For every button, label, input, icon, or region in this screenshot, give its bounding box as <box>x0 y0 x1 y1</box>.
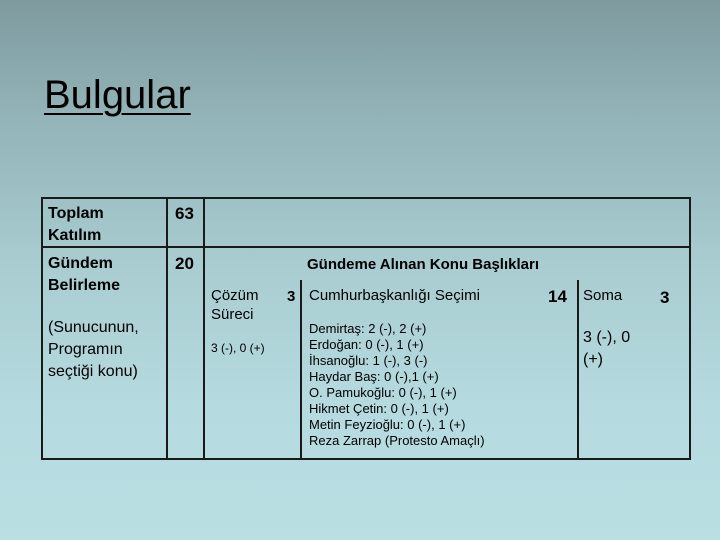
candidate-list <box>309 321 485 449</box>
agenda-label: Gündem Belirleme <box>48 255 121 294</box>
column-divider <box>577 280 579 460</box>
list-item: Demirtaş: 2 (-), 2 (+) <box>309 321 427 336</box>
findings-table <box>41 197 691 460</box>
topic-name: Cumhurbaşkanlığı Seçimi <box>309 287 480 304</box>
table-border-left <box>41 197 43 460</box>
agenda-value: 20 <box>175 254 194 273</box>
topic-count: 3 <box>660 288 670 307</box>
table-border-bottom <box>41 458 691 460</box>
table-border-top <box>41 197 691 199</box>
list-item: Haydar Baş: 0 (-),1 (+) <box>309 369 439 384</box>
column-divider <box>203 197 205 460</box>
list-item: Erdoğan: 0 (-), 1 (+) <box>309 337 424 352</box>
column-divider <box>166 197 168 460</box>
topic-detail: 3 (-), 0 (+) <box>583 329 631 368</box>
topic-count: 14 <box>548 287 567 306</box>
list-item: Reza Zarrap (Protesto Amaçlı) <box>309 433 485 448</box>
topic-count: 3 <box>287 288 296 305</box>
list-item: Metin Feyzioğlu: 0 (-), 1 (+) <box>309 417 466 432</box>
column-divider <box>300 280 302 460</box>
topics-header: Gündeme Alınan Konu Başlıkları <box>307 256 539 273</box>
slide-title: Bulgular <box>44 73 191 117</box>
agenda-note: (Sunucunun, Programın seçtiği konu) <box>48 319 139 380</box>
topic-name: Soma <box>583 287 623 304</box>
list-item: O. Pamukoğlu: 0 (-), 1 (+) <box>309 385 457 400</box>
total-label: Toplam Katılım <box>48 205 104 244</box>
total-value: 63 <box>175 204 194 223</box>
list-item: İhsanoğlu: 1 (-), 3 (-) <box>309 353 428 368</box>
list-item: Hikmet Çetin: 0 (-), 1 (+) <box>309 401 449 416</box>
topic-name: Çözüm Süreci <box>211 287 259 323</box>
topic-detail: 3 (-), 0 (+) <box>211 341 265 355</box>
table-border-right <box>689 197 691 460</box>
